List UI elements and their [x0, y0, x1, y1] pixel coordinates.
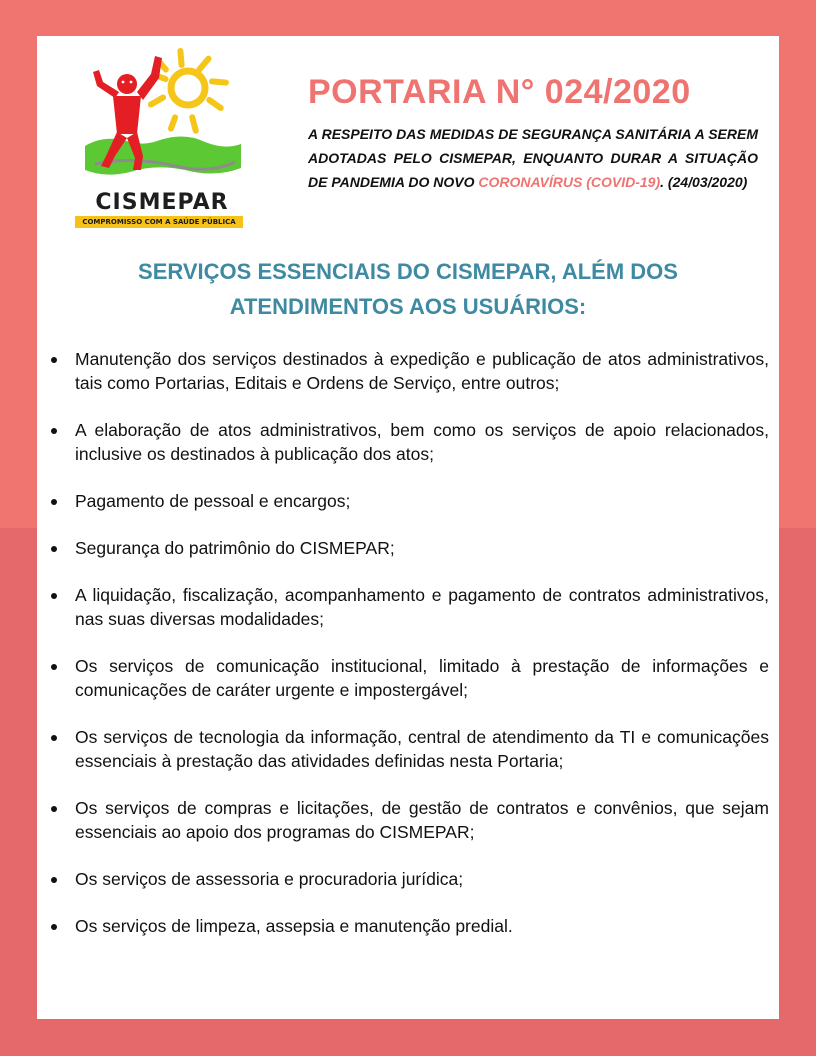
list-item	[47, 347, 769, 395]
document-card	[37, 36, 779, 1019]
logo-wordmark: CISMEPAR	[95, 190, 229, 215]
list-item	[47, 796, 769, 844]
bullet-icon	[51, 664, 57, 670]
list-item-text: Segurança do patrimônio do CISMEPAR;	[75, 538, 395, 558]
bullet-icon	[51, 428, 57, 434]
document-title: PORTARIA N° 024/2020	[308, 73, 691, 111]
subtitle-highlight: CORONAVÍRUS (COVID-19)	[478, 174, 661, 190]
document-header	[308, 72, 758, 194]
list-item-text: A elaboração de atos administrativos, bem como os serviços de apoio relacionados, inclusive os destinados à publicação dos atos;	[75, 420, 769, 464]
list-item-text: Os serviços de limpeza, assepsia e manutenção predial.	[75, 916, 513, 936]
list-item	[47, 914, 769, 938]
essential-services-list	[47, 347, 769, 961]
list-item	[47, 583, 769, 631]
bullet-icon	[51, 499, 57, 505]
bullet-icon	[51, 735, 57, 741]
list-item-text: Os serviços de assessoria e procuradoria jurídica;	[75, 869, 464, 889]
list-item	[47, 654, 769, 702]
logo-tagline: COMPROMISSO COM A SAÚDE PÚBLICA	[75, 216, 243, 228]
bullet-icon	[51, 877, 57, 883]
list-item-text: Os serviços de tecnologia da informação, central de atendimento da TI e comunicações essenciais à prestação das atividades definidas nesta Portaria;	[75, 727, 769, 771]
logo-graphic	[75, 46, 245, 196]
bullet-icon	[51, 806, 57, 812]
list-item-text: A liquidação, fiscalização, acompanhamento e pagamento de contratos administrativos, nas suas diversas modalidades;	[75, 585, 769, 629]
bullet-icon	[51, 546, 57, 552]
subtitle-text: A RESPEITO DAS MEDIDAS DE SEGURANÇA SANITÁRIA A SEREM ADOTADAS PELO CISMEPAR, ENQUANTO DURAR A SITUAÇÃO DE PANDEMIA DO NOVO	[308, 126, 758, 190]
document-subtitle	[308, 122, 758, 194]
list-item	[47, 725, 769, 773]
list-item	[47, 536, 769, 560]
bullet-icon	[51, 593, 57, 599]
list-item-text: Os serviços de compras e licitações, de gestão de contratos e convênios, que sejam essenciais ao apoio dos programas do CISMEPAR;	[75, 798, 769, 842]
bullet-icon	[51, 357, 57, 363]
list-item	[47, 489, 769, 513]
list-item	[47, 867, 769, 891]
cismepar-logo	[75, 46, 245, 226]
list-item-text: Pagamento de pessoal e encargos;	[75, 491, 351, 511]
subtitle-date: . (24/03/2020)	[660, 174, 748, 190]
list-item	[47, 418, 769, 466]
section-title: SERVIÇOS ESSENCIAIS DO CISMEPAR, ALÉM DOS ATENDIMENTOS AOS USUÁRIOS:	[138, 259, 678, 319]
list-item-text: Manutenção dos serviços destinados à expedição e publicação de atos administrativos, tais como Portarias, Editais e Ordens de Serviço, entre outros;	[75, 349, 769, 393]
list-item-text: Os serviços de comunicação institucional, limitado à prestação de informações e comunicações de caráter urgente e impostergável;	[75, 656, 769, 700]
bullet-icon	[51, 924, 57, 930]
